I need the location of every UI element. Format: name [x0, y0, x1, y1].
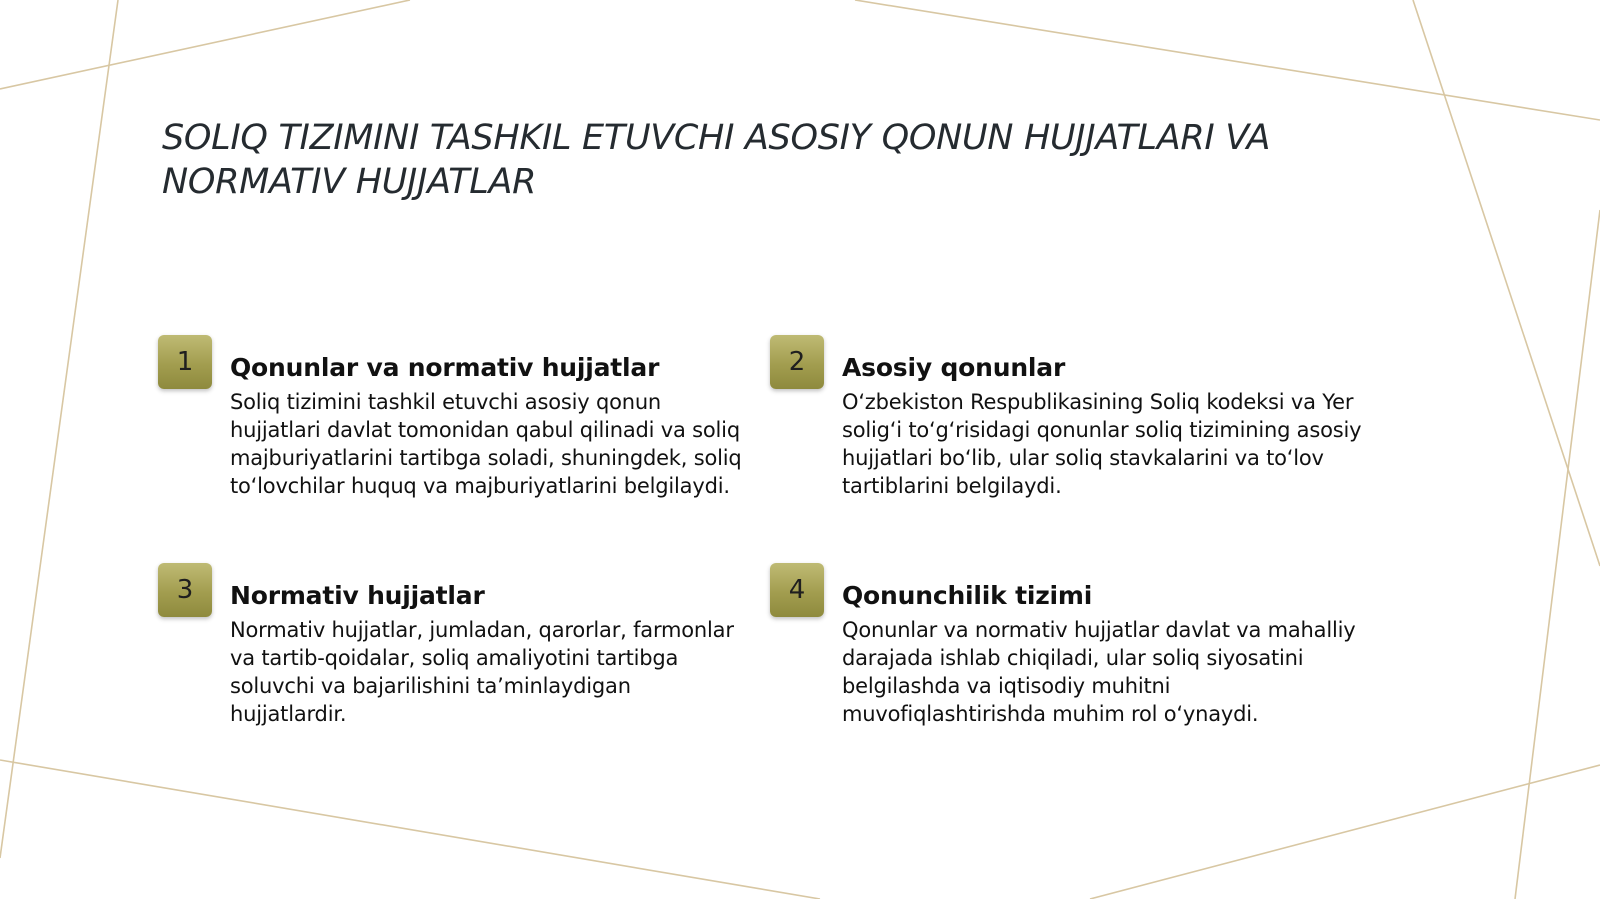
- item-description: Qonunlar va normativ hujjatlar davlat va mahalliy darajada ishlab chiqiladi, ular soliq siyosatini belgilashda va iqtisodiy muhitni muvofiqlashtirishda muhim rol o‘ynaydi.: [842, 618, 1356, 726]
- slide-title: SOLIQ TIZIMINI TASHKIL ETUVCHI ASOSIY QONUN HUJJATLARI VA NORMATIV HUJJATLAR: [162, 118, 1271, 202]
- item-heading: Qonunlar va normativ hujjatlar: [230, 353, 660, 382]
- number-badge: 3: [158, 563, 212, 617]
- item-heading: Normativ hujjatlar: [230, 581, 485, 610]
- number-badge: 1: [158, 335, 212, 389]
- item-heading: Asosiy qonunlar: [842, 353, 1066, 382]
- item-heading: Qonunchilik tizimi: [842, 581, 1093, 610]
- number-badge: 2: [770, 335, 824, 389]
- number-badge: 4: [770, 563, 824, 617]
- item-description: Soliq tizimini tashkil etuvchi asosiy qonun hujjatlari davlat tomonidan qabul qilinadi va soliq majburiyatlarini tartibga soladi, shuningdek, soliq to‘lovchilar huquq va majburiyatlarini belgilaydi.: [230, 390, 742, 498]
- item-description: O‘zbekiston Respublikasining Soliq kodeksi va Yer solig‘i to‘g‘risidagi qonunlar soliq tizimining asosiy hujjatlari bo‘lib, ular soliq stavkalarini va to‘lov tartiblarini belgilaydi.: [842, 390, 1362, 498]
- item-description: Normativ hujjatlar, jumladan, qarorlar, farmonlar va tartib-qoidalar, soliq amaliyotini tartibga soluvchi va bajarilishini ta’minlaydigan hujjatlardir.: [230, 618, 734, 726]
